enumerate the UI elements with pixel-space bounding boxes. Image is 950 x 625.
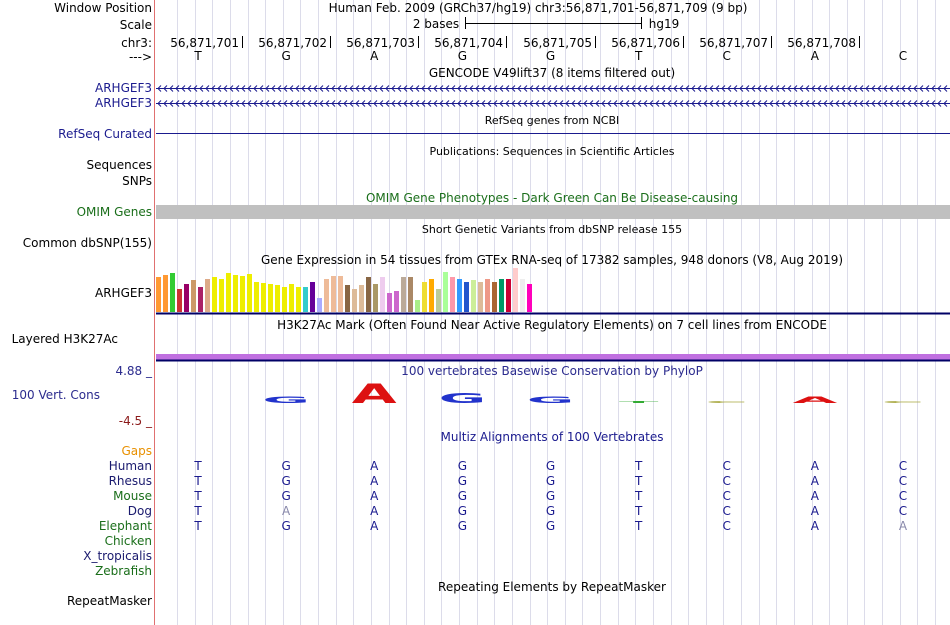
multiz-species-label[interactable]: Rhesus xyxy=(108,474,152,488)
gtex-tissue-bar xyxy=(303,287,308,312)
gtex-tissue-bar xyxy=(492,282,497,312)
gtex-tissue-bar xyxy=(219,279,224,312)
scale-bases-text: 2 bases xyxy=(412,17,460,31)
multiz-aligned-base: T xyxy=(194,504,202,518)
gtex-tissue-bar xyxy=(177,289,182,312)
phylop-logo-letter: C xyxy=(881,400,925,404)
multiz-aligned-base: T xyxy=(194,474,202,488)
ruler-tick-label: 56,871,705 xyxy=(523,36,592,50)
gtex-tissue-bar xyxy=(373,284,378,312)
multiz-aligned-base: G xyxy=(281,519,291,533)
gtex-tissue-bar xyxy=(408,277,413,312)
repeatmasker-title: Repeating Elements by RepeatMasker xyxy=(438,580,666,594)
gtex-tissue-bar xyxy=(331,276,336,312)
multiz-aligned-base: G xyxy=(545,504,556,518)
gtex-tissue-bar xyxy=(289,284,294,312)
multiz-species-label[interactable]: X_tropicalis xyxy=(83,549,152,563)
gtex-tissue-bar xyxy=(296,287,301,312)
ruler-tick-label: 56,871,704 xyxy=(434,36,503,50)
gtex-tissue-bar xyxy=(499,279,504,312)
reference-base: G xyxy=(281,49,291,63)
scale-label: Scale xyxy=(119,18,152,32)
gtex-tissue-bar xyxy=(506,279,511,312)
multiz-aligned-base: A xyxy=(810,504,819,518)
dbsnp-title: Short Genetic Variants from dbSNP release 155 xyxy=(421,223,683,236)
gtex-tissue-bar xyxy=(352,289,357,312)
multiz-aligned-base: C xyxy=(898,489,908,503)
multiz-title: Multiz Alignments of 100 Vertebrates xyxy=(440,430,664,444)
gtex-tissue-bar xyxy=(338,276,343,312)
multiz-aligned-base: A xyxy=(282,504,291,518)
gtex-tissue-bar xyxy=(198,287,203,312)
ruler-tick-label: 56,871,703 xyxy=(346,36,415,50)
gtex-tissue-bar xyxy=(261,283,266,312)
gencode-title: GENCODE V49lift37 (8 items filtered out) xyxy=(428,66,676,80)
omim-title: OMIM Gene Phenotypes - Dark Green Can Be Disease-causing xyxy=(365,191,739,205)
gtex-tissue-bar xyxy=(422,282,427,312)
multiz-aligned-base: G xyxy=(545,459,556,473)
phylop-title: 100 vertebrates Basewise Conservation by PhyloP xyxy=(401,364,703,378)
multiz-aligned-base: G xyxy=(545,474,556,488)
multiz-aligned-base: T xyxy=(194,519,202,533)
reference-base: T xyxy=(194,49,202,63)
gtex-label[interactable]: ARHGEF3 xyxy=(95,286,152,300)
window-position-label: Window Position xyxy=(54,1,152,15)
multiz-species-label[interactable]: Mouse xyxy=(113,489,152,503)
multiz-aligned-base: C xyxy=(722,519,731,533)
strand-label: ---> xyxy=(128,50,152,64)
gtex-tissue-bar xyxy=(324,279,329,312)
multiz-aligned-base: A xyxy=(810,459,819,473)
multiz-aligned-base: C xyxy=(898,459,908,473)
h3k27ac-title: H3K27Ac Mark (Often Found Near Active Regulatory Elements) on 7 cell lines from ENCODE xyxy=(277,318,827,332)
omim-gene-bar xyxy=(156,205,950,219)
phylop-logo-letter: A xyxy=(351,378,397,410)
multiz-aligned-base: A xyxy=(810,474,819,488)
multiz-aligned-base: G xyxy=(281,489,291,503)
omim-label[interactable]: OMIM Genes xyxy=(76,205,152,219)
h3k27ac-signal-bar xyxy=(156,354,950,360)
ruler-tick-label: 56,871,701 xyxy=(170,36,239,50)
multiz-aligned-base: G xyxy=(545,519,556,533)
gtex-tissue-bar xyxy=(471,280,476,312)
phylop-logo-letter: G xyxy=(262,394,310,406)
refseq-title: RefSeq genes from NCBI xyxy=(484,114,620,127)
gencode-gene-label-1[interactable]: ARHGEF3 xyxy=(95,81,152,95)
gtex-tissue-bar xyxy=(275,285,280,312)
multiz-aligned-base: G xyxy=(457,459,468,473)
ruler-tick-label: 56,871,706 xyxy=(611,36,680,50)
reference-base: A xyxy=(810,49,819,63)
gtex-tissue-bar xyxy=(317,298,322,312)
multiz-aligned-base: T xyxy=(634,519,643,533)
gtex-tissue-bar xyxy=(520,279,525,312)
multiz-aligned-base: A xyxy=(898,519,908,533)
gtex-tissue-bar xyxy=(527,284,532,312)
gtex-tissue-bar xyxy=(212,277,217,312)
multiz-aligned-base: A xyxy=(810,489,819,503)
reference-base: C xyxy=(898,49,908,63)
multiz-aligned-base: T xyxy=(194,489,202,503)
gtex-tissue-bar xyxy=(443,272,448,312)
reference-base: G xyxy=(457,49,468,63)
multiz-aligned-base: A xyxy=(370,489,379,503)
window-position-text: Human Feb. 2009 (GRCh37/hg19) chr3:56,871,701-56,871,709 (9 bp) xyxy=(328,1,748,15)
gtex-tissue-bar xyxy=(345,285,350,312)
gtex-tissue-bar xyxy=(457,279,462,312)
multiz-species-label[interactable]: Dog xyxy=(127,504,152,518)
multiz-aligned-base: G xyxy=(457,489,468,503)
multiz-aligned-base: T xyxy=(634,474,643,488)
multiz-aligned-base: T xyxy=(194,459,202,473)
ruler-tick-label: 56,871,707 xyxy=(699,36,768,50)
ruler-tick-label: 56,871,708 xyxy=(787,36,856,50)
reference-base: A xyxy=(370,49,379,63)
dbsnp-label[interactable]: Common dbSNP(155) xyxy=(22,236,152,250)
reference-base: C xyxy=(722,49,731,63)
multiz-aligned-base: G xyxy=(457,504,468,518)
phylop-logo-letter: C xyxy=(705,400,749,404)
gtex-tissue-bar xyxy=(485,279,490,312)
chr-label: chr3: xyxy=(121,36,152,50)
multiz-aligned-base: A xyxy=(370,474,379,488)
gtex-tissue-bar xyxy=(450,277,455,312)
snps-label[interactable]: SNPs xyxy=(122,174,152,188)
gtex-tissue-bar xyxy=(205,279,210,312)
phylop-logo-letter: A xyxy=(792,394,838,406)
gencode-gene-label-2[interactable]: ARHGEF3 xyxy=(95,96,152,110)
gtex-tissue-bar xyxy=(415,300,420,312)
ruler-tick-label: 56,871,702 xyxy=(258,36,327,50)
multiz-aligned-base: G xyxy=(281,474,291,488)
gtex-tissue-bar xyxy=(156,277,161,312)
reference-base: T xyxy=(634,49,643,63)
multiz-aligned-base: T xyxy=(634,489,643,503)
gtex-tissue-bar xyxy=(394,291,399,312)
phylop-label[interactable]: 100 Vert. Cons xyxy=(11,388,100,402)
phylop-min-label: -4.5 _ xyxy=(118,414,152,428)
multiz-aligned-base: T xyxy=(634,504,643,518)
gtex-tissue-bar xyxy=(226,273,231,312)
multiz-aligned-base: T xyxy=(634,459,643,473)
multiz-aligned-base: G xyxy=(545,489,556,503)
gtex-tissue-bar xyxy=(268,284,273,312)
multiz-aligned-base: C xyxy=(722,474,731,488)
gtex-tissue-bar xyxy=(163,275,168,312)
scale-db-text: hg19 xyxy=(648,17,680,31)
phylop-logo-letter: G xyxy=(438,390,487,407)
multiz-species-label[interactable]: Chicken xyxy=(104,534,152,548)
gtex-tissue-bar xyxy=(282,287,287,312)
gtex-tissue-bar xyxy=(380,277,385,312)
multiz-aligned-base: C xyxy=(722,504,731,518)
gtex-tissue-bar xyxy=(184,284,189,312)
multiz-species-label[interactable]: Elephant xyxy=(98,519,152,533)
gtex-tissue-bar xyxy=(247,274,252,312)
gtex-tissue-bar xyxy=(191,280,196,312)
gtex-tissue-bar xyxy=(429,279,434,312)
h3k27ac-label[interactable]: Layered H3K27Ac xyxy=(11,332,118,346)
gtex-tissue-bar xyxy=(513,268,518,312)
multiz-aligned-base: C xyxy=(898,504,908,518)
gtex-tissue-bar xyxy=(436,289,441,312)
multiz-aligned-base: G xyxy=(281,459,291,473)
phylop-max-label: 4.88 _ xyxy=(115,364,152,378)
phylop-logo-letter: G xyxy=(526,394,575,406)
gtex-tissue-bar xyxy=(233,275,238,312)
gtex-tissue-bar xyxy=(478,282,483,312)
repeatmasker-label[interactable]: RepeatMasker xyxy=(66,594,152,608)
gtex-title: Gene Expression in 54 tissues from GTEx RNA-seq of 17382 samples, 948 donors (V8, Aug 2019) xyxy=(260,253,844,267)
gtex-tissue-bar xyxy=(464,282,469,312)
multiz-aligned-base: A xyxy=(810,519,819,533)
gencode-transcripts xyxy=(156,86,950,107)
multiz-species-label[interactable]: Human xyxy=(108,459,152,473)
gtex-tissue-bar xyxy=(310,282,315,312)
phylop-conservation-logos xyxy=(262,378,924,409)
multiz-aligned-base: G xyxy=(457,519,468,533)
multiz-species-label[interactable]: Zebrafish xyxy=(95,564,152,578)
reference-base: G xyxy=(545,49,556,63)
gtex-tissue-bar xyxy=(387,293,392,312)
multiz-aligned-base: C xyxy=(898,474,908,488)
multiz-aligned-base: G xyxy=(457,474,468,488)
multiz-aligned-base: A xyxy=(370,459,379,473)
gtex-expression-bars xyxy=(156,268,532,312)
sequences-label[interactable]: Sequences xyxy=(86,158,152,172)
gtex-tissue-bar xyxy=(401,277,406,312)
gtex-tissue-bar xyxy=(254,282,259,312)
gtex-tissue-bar xyxy=(359,285,364,312)
multiz-aligned-base: A xyxy=(370,519,379,533)
refseq-label[interactable]: RefSeq Curated xyxy=(58,127,152,141)
multiz-aligned-base: C xyxy=(722,489,731,503)
gtex-tissue-bar xyxy=(366,277,371,312)
phylop-logo-letter: T xyxy=(618,400,659,404)
gtex-tissue-bar xyxy=(240,276,245,312)
multiz-aligned-base: C xyxy=(722,459,731,473)
gtex-tissue-bar xyxy=(170,273,175,312)
multiz-gaps-label[interactable]: Gaps xyxy=(121,444,152,458)
multiz-aligned-base: A xyxy=(370,504,379,518)
publications-title: Publications: Sequences in Scientific Articles xyxy=(429,145,675,158)
